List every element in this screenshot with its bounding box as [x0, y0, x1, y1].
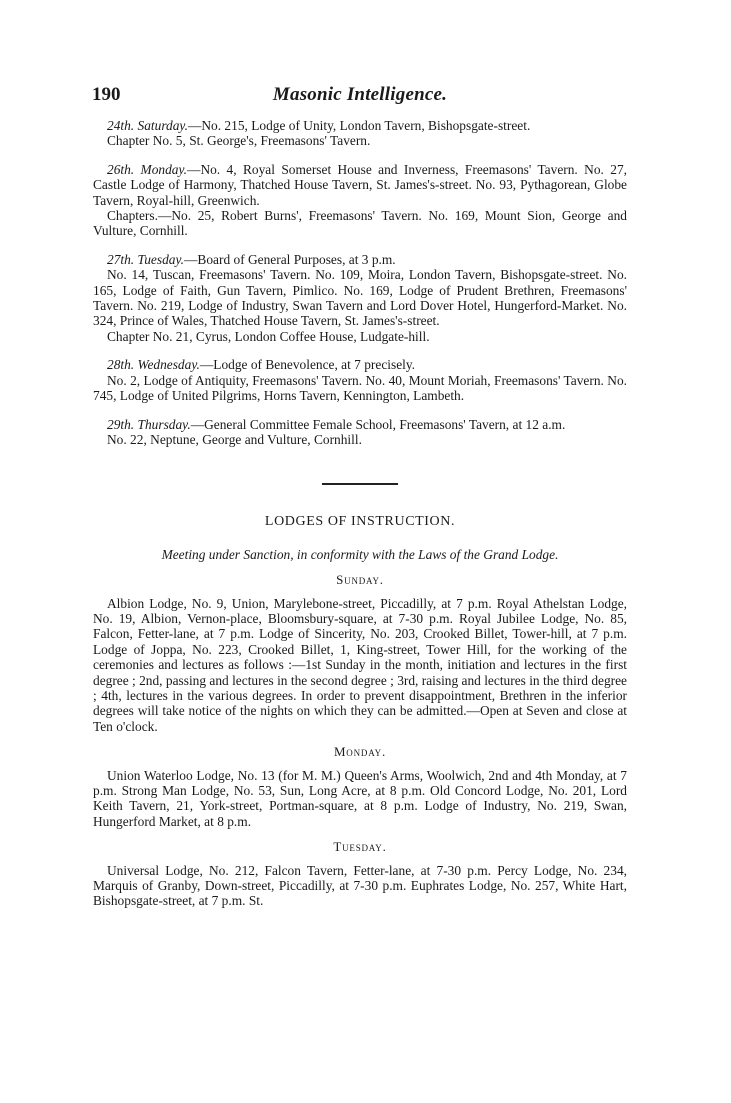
- entry-date: 29th.: [107, 416, 135, 432]
- entry-weekday: Saturday.: [137, 118, 188, 133]
- running-title: Masonic Intelligence.: [272, 84, 448, 105]
- calendar-entry: [93, 162, 627, 239]
- calendar-entry: [93, 417, 627, 448]
- page-header: [92, 84, 628, 106]
- calendar-entry-main: [93, 162, 627, 208]
- entry-text: —No. 4, Royal Somerset House and Inverness, Freemasons' Tavern. No. 27, Castle Lodge of Harmony, Thatched House Tavern, St. James's-street. No. 93, Pythagorean, Globe Tavern, Royal-hill, Greenwich.: [93, 161, 627, 208]
- entry-date: 26th.: [107, 161, 135, 177]
- text-column: [93, 118, 627, 909]
- entry-detail: Chapters.—No. 25, Robert Burns', Freemasons' Tavern. No. 169, Mount Sion, George and Vulture, Cornhill.: [93, 208, 627, 239]
- section-subtitle: Meeting under Sanction, in conformity with the Laws of the Grand Lodge.: [161, 546, 559, 562]
- entry-detail: No. 22, Neptune, George and Vulture, Cornhill.: [107, 431, 362, 447]
- section-divider: [322, 483, 398, 485]
- calendar-entry-main: [93, 357, 627, 372]
- entry-detail: No. 14, Tuscan, Freemasons' Tavern. No. 109, Moira, London Tavern, Bishopsgate-street. No. 165, Lodge of Faith, Gun Tavern, Pimlico. No. 169, Lodge of Prudent Brethren, Freemasons' Tavern. No. 219, Lodge of Industry, Swan Tavern and Lord Dover Hotel, Hungerford-Market. No. 324, Prince of Wales, Thatched House Tavern, St. James's-street.: [93, 267, 627, 329]
- meeting-calendar: [93, 118, 627, 447]
- calendar-entry: [93, 357, 627, 403]
- entry-weekday: Wednesday.: [137, 357, 200, 373]
- weekday-heading: Monday.: [333, 744, 387, 760]
- entry-detail: No. 2, Lodge of Antiquity, Freemasons' Tavern. No. 40, Mount Moriah, Freemasons' Tavern. No. 745, Lodge of United Pilgrims, Horns Tavern, Kennington, Lambeth.: [93, 372, 627, 404]
- entry-text: —General Committee Female School, Freemasons' Tavern, at 12 a.m.: [190, 416, 566, 432]
- entry-text: —Board of General Purposes, at 3 p.m.: [184, 251, 396, 267]
- instruction-sections: [93, 572, 627, 909]
- lodge-listing: Union Waterloo Lodge, No. 13 (for M. M.) Queen's Arms, Woolwich, 2nd and 4th Monday, at 7 p.m. Strong Man Lodge, No. 53, Sun, Long Acre, at 8 p.m. Old Concord Lodge, No. 201, Lord Keith Tavern, 21, York-street, Portman-square, at 8 p.m. Lodge of Industry, No. 219, Swan, Hungerford Market, at 8 p.m.: [93, 767, 627, 829]
- entry-weekday: Thursday.: [137, 416, 191, 432]
- entry-detail: Chapter No. 5, St. George's, Freemasons' Tavern.: [107, 133, 371, 149]
- calendar-entry-main: [93, 118, 627, 133]
- weekday-heading: Sunday.: [336, 572, 384, 588]
- lodge-listing: Universal Lodge, No. 212, Falcon Tavern, Fetter-lane, at 7-30 p.m. Percy Lodge, No. 234, Marquis of Granby, Down-street, Piccadilly, at 7-30 p.m. Euphrates Lodge, No. 257, White Hart, Bishopsgate-street, at 7 p.m. St.: [93, 862, 627, 909]
- page-number: 190: [92, 84, 121, 105]
- section-title: LODGES OF INSTRUCTION.: [264, 514, 456, 530]
- calendar-entry: [93, 118, 627, 149]
- calendar-entry: [93, 252, 627, 344]
- entry-weekday: Monday.: [140, 161, 188, 177]
- entry-date: 27th.: [107, 251, 135, 267]
- lodge-listing: Albion Lodge, No. 9, Union, Marylebone-street, Piccadilly, at 7 p.m. Royal Athelstan Lodge, No. 19, Albion, Vernon-place, Bloomsbury-square, at 7-30 p.m. Royal Jubilee Lodge, No. 85, Falcon, Fetter-lane, at 7 p.m. Lodge of Sincerity, No. 203, Crooked Billet, Tower-hill, at 7 p.m. Lodge of Joppa, No. 223, Crooked Billet, 1, King-street, Tower Hill, for the working of the ceremonies and lectures as follows :—1st Sunday in the month, initiation and lectures in the first degree ; 2nd, passing and lectures in the second degree ; 3rd, raising and lectures in the third degree ; 4th, lectures in the various degrees. In order to prevent disappointment, Brethren in the inferior degrees will take notice of the nights on which they can be admitted.—Open at Seven and close at Ten o'clock.: [93, 595, 627, 734]
- entry-date: 28th.: [107, 357, 135, 373]
- calendar-entry-main: [93, 417, 627, 432]
- weekday-heading: Tuesday.: [333, 839, 387, 855]
- entry-text: —Lodge of Benevolence, at 7 precisely.: [199, 357, 416, 373]
- entry-weekday: Tuesday.: [137, 251, 185, 267]
- entry-date: 24th.: [107, 118, 135, 133]
- calendar-entry-main: [93, 252, 627, 267]
- entry-text: —No. 215, Lodge of Unity, London Tavern, Bishopsgate-street.: [187, 118, 531, 133]
- entry-detail: Chapter No. 21, Cyrus, London Coffee House, Ludgate-hill.: [107, 328, 430, 344]
